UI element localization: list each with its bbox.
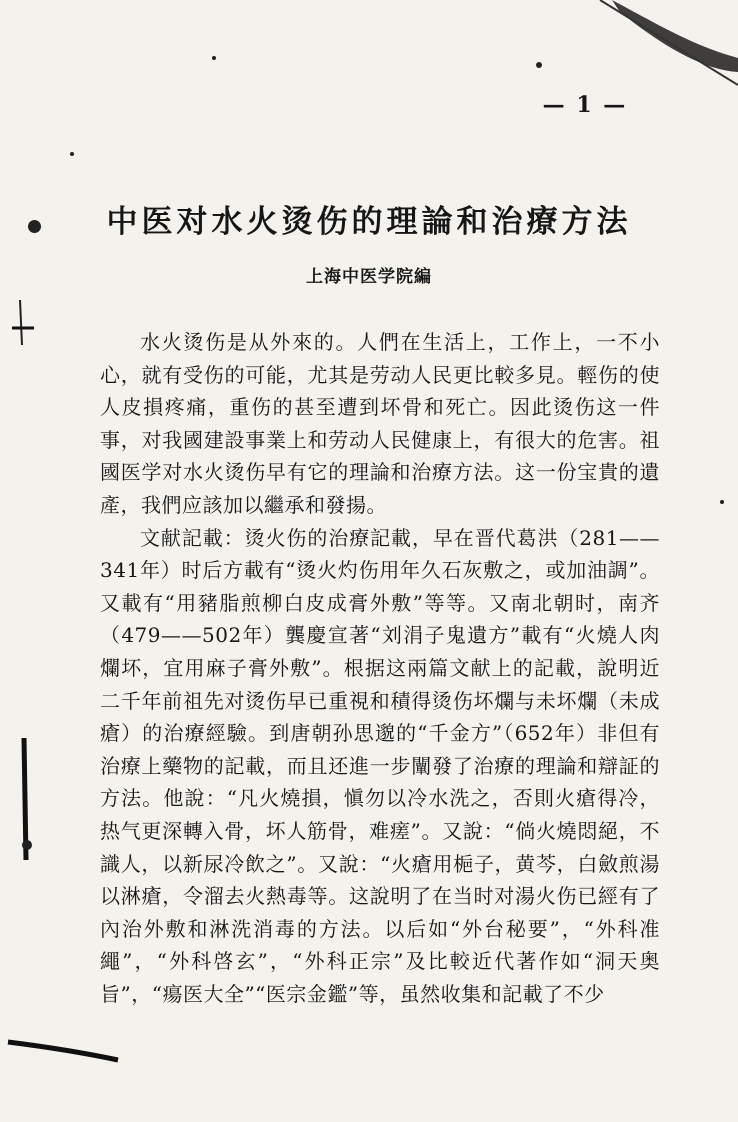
speck	[720, 500, 724, 504]
article-body	[100, 326, 660, 1010]
page-number: — 1 —	[542, 92, 628, 118]
binding-mark-bottom-left	[8, 1042, 118, 1060]
speck	[212, 56, 216, 60]
author-line: 上海中医学院編	[306, 267, 432, 287]
paragraph: 文献記載：烫火伤的治療記載，早在晋代葛洪（281——341年）时后方載有“烫火灼伤用年久石灰敷之，或加油調”。又載有“用豬脂煎柳白皮成膏外敷”等等。又南北朝时，南齐（479——502年）龔慶宣著“刘涓子鬼遺方”載有“火燒人肉爛坏，宜用麻子膏外敷”。根据这兩篇文献上的記載，說明近二千年前祖先对烫伤早已重視和積得烫伤坏爛与未坏爛（未成瘡）的治療經驗。到唐朝孙思邈的“千金方”（652年）非但有治療上藥物的記載，而且还進一步闡發了治療的理論和辯証的方法。他說：“凡火燒損，愼勿以冷水洗之，否則火瘡得冷，热气更深轉入骨，坏人筋骨，难瘥”。又說：“倘火燒悶絕，不識人，以新尿冷飲之”。又說：“火瘡用梔子，黄芩，白斂煎湯以淋瘡，令溜去火熱毒等。这說明了在当时对湯火伤已經有了內治外敷和淋洗消毒的方法。以后如“外台秘要”，“外科准繩”，“外科啓玄”，“外科正宗”及比較近代著作如“洞天奥旨”，“瘍医大全”“医宗金鑑”等，虽然收集和記載了不少	[100, 525, 660, 1006]
corner-smudge	[612, 0, 738, 72]
speck	[536, 62, 542, 68]
paragraph: 水火烫伤是从外來的。人們在生活上，工作上，一不小心，就有受伤的可能，尤其是劳动人民更比較多見。輕伤的使人皮損疼痛，重伤的甚至遭到坏骨和死亡。因此烫伤这一件事，对我國建設事業上和劳动人民健康上，有很大的危害。祖國医学对水火烫伤早有它的理論和治療方法。这一份宝貴的遺產，我們应該加以繼承和發揚。	[100, 330, 660, 517]
speck	[22, 840, 32, 850]
binding-mark-left-top	[20, 300, 22, 345]
corner-stroke	[600, 0, 738, 85]
speck	[70, 152, 74, 156]
page-title: 中医对水火烫伤的理論和治療方法	[106, 204, 632, 240]
